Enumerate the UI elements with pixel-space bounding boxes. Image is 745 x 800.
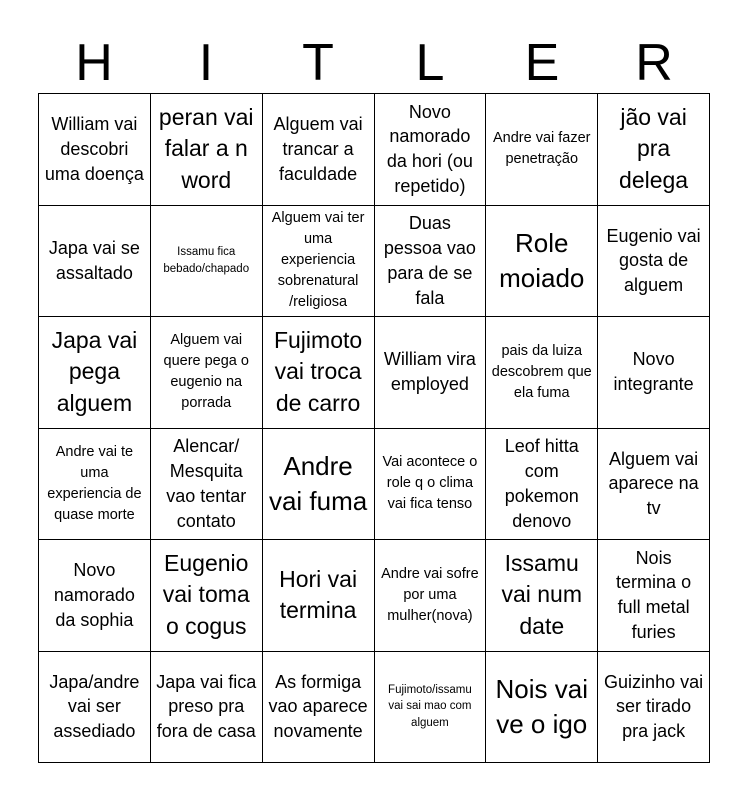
bingo-cell[interactable]: Alguem vai trancar a faculdade [263, 94, 375, 206]
bingo-cell[interactable]: Novo integrante [598, 317, 710, 429]
header-letter: L [415, 34, 445, 92]
header-letter: R [635, 34, 673, 92]
bingo-grid [38, 93, 710, 763]
bingo-cell[interactable]: Japa vai fica preso pra fora de casa [151, 652, 263, 764]
bingo-cell[interactable]: Guizinho vai ser tirado pra jack [598, 652, 710, 764]
header-letter: E [524, 34, 560, 92]
bingo-header [38, 34, 710, 92]
bingo-cell[interactable]: Nois vai ve o igo [486, 652, 598, 764]
bingo-cell[interactable]: Andre vai te uma experiencia de quase morte [39, 429, 151, 541]
bingo-cell[interactable]: Eugenio vai toma o cogus [151, 540, 263, 652]
bingo-cell[interactable]: jão vai pra delega [598, 94, 710, 206]
bingo-cell[interactable]: Japa vai pega alguem [39, 317, 151, 429]
bingo-cell[interactable]: Andre vai fuma [263, 429, 375, 541]
header-letter: T [302, 34, 334, 92]
bingo-cell[interactable]: Novo namorado da sophia [39, 540, 151, 652]
bingo-cell[interactable]: Novo namorado da hori (ou repetido) [375, 94, 487, 206]
bingo-cell[interactable]: Japa vai se assaltado [39, 206, 151, 318]
bingo-cell[interactable]: Nois termina o full metal furies [598, 540, 710, 652]
header-letter: H [75, 34, 113, 92]
bingo-cell[interactable]: William vai descobri uma doença [39, 94, 151, 206]
bingo-cell[interactable]: Vai acontece o role q o clima vai fica tenso [375, 429, 487, 541]
bingo-cell[interactable]: Issamu fica bebado/chapado [151, 206, 263, 318]
header-letter: I [198, 34, 214, 92]
bingo-cell[interactable]: As formiga vao aparece novamente [263, 652, 375, 764]
bingo-cell[interactable]: Issamu vai num date [486, 540, 598, 652]
bingo-cell[interactable]: Alguem vai quere pega o eugenio na porrada [151, 317, 263, 429]
bingo-cell[interactable]: Alguem vai aparece na tv [598, 429, 710, 541]
bingo-cell[interactable]: Alencar/ Mesquita vao tentar contato [151, 429, 263, 541]
bingo-cell[interactable]: peran vai falar a n word [151, 94, 263, 206]
bingo-cell[interactable]: Andre vai fazer penetração [486, 94, 598, 206]
bingo-cell[interactable]: Japa/andre vai ser assediado [39, 652, 151, 764]
bingo-cell[interactable]: Hori vai termina [263, 540, 375, 652]
bingo-cell[interactable]: Eugenio vai gosta de alguem [598, 206, 710, 318]
bingo-cell[interactable]: Leof hitta com pokemon denovo [486, 429, 598, 541]
bingo-cell[interactable]: Alguem vai ter uma experiencia sobrenatural /religiosa [263, 206, 375, 318]
bingo-cell[interactable]: pais da luiza descobrem que ela fuma [486, 317, 598, 429]
bingo-cell[interactable]: Andre vai sofre por uma mulher(nova) [375, 540, 487, 652]
bingo-cell[interactable]: Role moiado [486, 206, 598, 318]
bingo-cell[interactable]: William vira employed [375, 317, 487, 429]
bingo-cell[interactable]: Fujimoto vai troca de carro [263, 317, 375, 429]
bingo-cell[interactable]: Duas pessoa vao para de se fala [375, 206, 487, 318]
bingo-cell[interactable]: Fujimoto/issamu vai sai mao com alguem [375, 652, 487, 764]
